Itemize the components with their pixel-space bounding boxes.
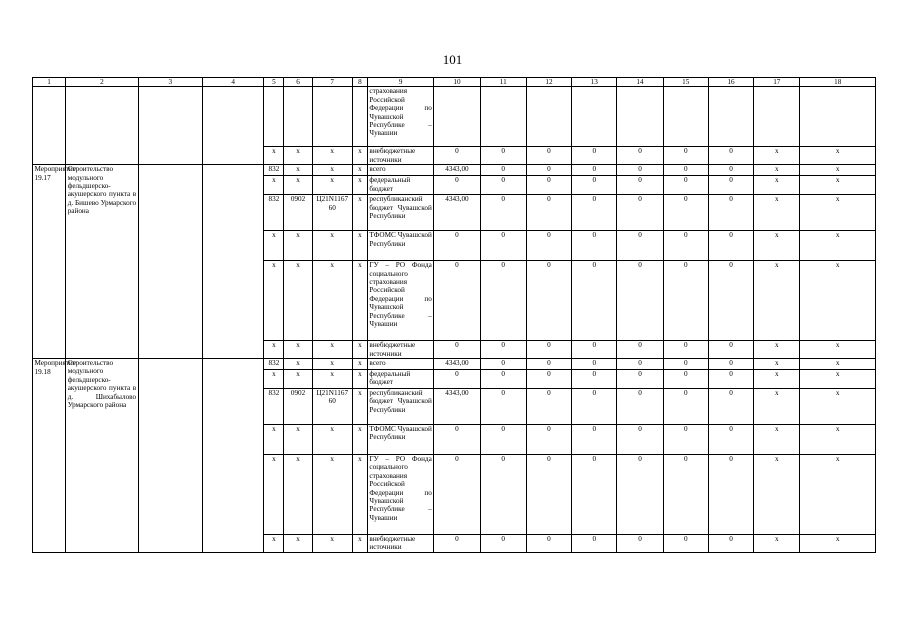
value-cell: 0 bbox=[526, 165, 571, 176]
value-cell: x bbox=[800, 535, 876, 553]
code-cell: x bbox=[312, 231, 352, 261]
value-cell: 0 bbox=[708, 147, 753, 165]
value-cell: 0 bbox=[708, 425, 753, 455]
value-cell: 0 bbox=[526, 359, 571, 370]
code-cell: x bbox=[312, 359, 352, 370]
code-cell: x bbox=[352, 195, 367, 231]
value-cell: x bbox=[800, 455, 876, 535]
value-cell: 0 bbox=[663, 341, 708, 359]
value-cell: 0 bbox=[617, 370, 663, 389]
empty-cell bbox=[708, 87, 753, 147]
value-cell: x bbox=[754, 535, 800, 553]
column-number: 15 bbox=[663, 78, 708, 87]
value-cell: 0 bbox=[572, 341, 617, 359]
measure-name: Строительство модульного фельдшерско-акушерского пункта в д. Шихабылово Урмарского района bbox=[66, 359, 138, 553]
value-cell: x bbox=[754, 370, 800, 389]
value-cell: 0 bbox=[663, 370, 708, 389]
measure-id: Мероприятие 19.17 bbox=[33, 165, 66, 359]
code-cell: 832 bbox=[264, 195, 284, 231]
funding-source: республиканский бюджет Чувашской Республики bbox=[367, 195, 433, 231]
funding-source: всего bbox=[367, 165, 433, 176]
code-cell: x bbox=[312, 370, 352, 389]
value-cell: 0 bbox=[663, 535, 708, 553]
code-cell: x bbox=[264, 261, 284, 341]
code-cell: x bbox=[352, 341, 367, 359]
value-cell: 0 bbox=[526, 176, 571, 195]
value-cell: 0 bbox=[708, 261, 753, 341]
funding-source: внебюджетные источники bbox=[367, 341, 433, 359]
column-numbers-row bbox=[33, 78, 876, 87]
code-cell: x bbox=[284, 535, 312, 553]
value-cell: x bbox=[800, 231, 876, 261]
funding-source: ТФОМС Чувашской Республики bbox=[367, 231, 433, 261]
column-number: 11 bbox=[480, 78, 526, 87]
value-cell: x bbox=[754, 261, 800, 341]
value-cell: 0 bbox=[617, 176, 663, 195]
value-cell: 4343,00 bbox=[434, 359, 480, 370]
value-cell: 0 bbox=[708, 359, 753, 370]
value-cell: 0 bbox=[480, 261, 526, 341]
value-cell: 0 bbox=[434, 370, 480, 389]
code-cell: Ц21N1167 60 bbox=[312, 195, 352, 231]
code-cell: x bbox=[352, 389, 367, 425]
column-number: 12 bbox=[526, 78, 571, 87]
empty-cell bbox=[480, 87, 526, 147]
value-cell: 0 bbox=[480, 389, 526, 425]
value-cell: 0 bbox=[572, 359, 617, 370]
code-cell: 0902 bbox=[284, 195, 312, 231]
value-cell: 0 bbox=[526, 195, 571, 231]
value-cell: 0 bbox=[480, 455, 526, 535]
column-number: 16 bbox=[708, 78, 753, 87]
value-cell: 0 bbox=[572, 261, 617, 341]
value-cell: 0 bbox=[663, 147, 708, 165]
code-cell: x bbox=[312, 147, 352, 165]
value-cell: 0 bbox=[434, 341, 480, 359]
value-cell: 0 bbox=[663, 359, 708, 370]
column-number: 9 bbox=[367, 78, 433, 87]
empty-cell bbox=[202, 359, 263, 553]
value-cell: x bbox=[800, 341, 876, 359]
empty-cell bbox=[138, 359, 202, 553]
value-cell: 0 bbox=[480, 425, 526, 455]
empty-cell bbox=[800, 87, 876, 147]
code-cell: x bbox=[352, 231, 367, 261]
code-cell: 832 bbox=[264, 165, 284, 176]
code-cell: x bbox=[312, 455, 352, 535]
value-cell: 0 bbox=[572, 176, 617, 195]
value-cell: 0 bbox=[526, 389, 571, 425]
page-number: 101 bbox=[442, 52, 463, 67]
measure-id: Мероприятие 19.18 bbox=[33, 359, 66, 553]
measure-row bbox=[33, 165, 876, 176]
value-cell: 0 bbox=[663, 165, 708, 176]
value-cell: 0 bbox=[708, 165, 753, 176]
funding-source: страхования Российской Федерации по Чувашской Республике – Чувашии bbox=[367, 87, 433, 147]
code-cell: x bbox=[264, 455, 284, 535]
value-cell: x bbox=[754, 359, 800, 370]
code-cell: x bbox=[284, 176, 312, 195]
value-cell: x bbox=[800, 261, 876, 341]
column-number: 1 bbox=[33, 78, 66, 87]
value-cell: 0 bbox=[708, 176, 753, 195]
value-cell: 0 bbox=[617, 231, 663, 261]
code-cell: x bbox=[264, 425, 284, 455]
value-cell: x bbox=[800, 176, 876, 195]
value-cell: x bbox=[800, 147, 876, 165]
funding-source: внебюджетные источники bbox=[367, 535, 433, 553]
empty-cell bbox=[202, 87, 263, 165]
empty-cell bbox=[617, 87, 663, 147]
empty-cell bbox=[754, 87, 800, 147]
value-cell: x bbox=[754, 147, 800, 165]
code-cell: x bbox=[352, 370, 367, 389]
code-cell: x bbox=[312, 341, 352, 359]
value-cell: 0 bbox=[434, 455, 480, 535]
value-cell: 0 bbox=[708, 341, 753, 359]
funding-source: федеральный бюджет bbox=[367, 370, 433, 389]
value-cell: 0 bbox=[572, 535, 617, 553]
code-cell: x bbox=[264, 341, 284, 359]
value-cell: x bbox=[754, 165, 800, 176]
value-cell: 0 bbox=[572, 231, 617, 261]
value-cell: 0 bbox=[617, 389, 663, 425]
value-cell: 0 bbox=[480, 165, 526, 176]
code-cell: x bbox=[284, 455, 312, 535]
value-cell: x bbox=[754, 389, 800, 425]
value-cell: x bbox=[800, 195, 876, 231]
code-cell: x bbox=[312, 165, 352, 176]
code-cell: x bbox=[284, 341, 312, 359]
value-cell: 0 bbox=[526, 231, 571, 261]
value-cell: 0 bbox=[480, 535, 526, 553]
code-cell: x bbox=[312, 425, 352, 455]
value-cell: 4343,00 bbox=[434, 389, 480, 425]
value-cell: 0 bbox=[526, 425, 571, 455]
funding-source: ГУ – РО Фонда социального страхования Российской Федерации по Чувашской Республике – Чувашии bbox=[367, 455, 433, 535]
value-cell: 0 bbox=[480, 176, 526, 195]
value-cell: 0 bbox=[663, 455, 708, 535]
value-cell: 0 bbox=[572, 195, 617, 231]
value-cell: 0 bbox=[480, 341, 526, 359]
funding-source: ГУ – РО Фонда социального страхования Российской Федерации по Чувашской Республике – Чувашии bbox=[367, 261, 433, 341]
empty-cell bbox=[138, 165, 202, 359]
value-cell: 0 bbox=[434, 231, 480, 261]
value-cell: x bbox=[754, 341, 800, 359]
value-cell: 0 bbox=[480, 195, 526, 231]
value-cell: 0 bbox=[572, 370, 617, 389]
code-cell: x bbox=[352, 147, 367, 165]
value-cell: x bbox=[800, 370, 876, 389]
value-cell: 0 bbox=[663, 261, 708, 341]
code-cell: x bbox=[352, 359, 367, 370]
value-cell: x bbox=[754, 195, 800, 231]
value-cell: 0 bbox=[708, 455, 753, 535]
value-cell: 0 bbox=[480, 370, 526, 389]
value-cell: 0 bbox=[480, 359, 526, 370]
code-cell: x bbox=[264, 535, 284, 553]
value-cell: 0 bbox=[617, 359, 663, 370]
code-cell: x bbox=[352, 261, 367, 341]
code-cell: Ц21N1167 60 bbox=[312, 389, 352, 425]
code-cell: x bbox=[284, 359, 312, 370]
code-cell: x bbox=[352, 455, 367, 535]
value-cell: 0 bbox=[480, 231, 526, 261]
value-cell: x bbox=[800, 425, 876, 455]
measure-name: Строительство модульного фельдшерско-акушерского пункта в д. Бишево Урмарского района bbox=[66, 165, 138, 359]
value-cell: 0 bbox=[434, 425, 480, 455]
funding-source: всего bbox=[367, 359, 433, 370]
value-cell: 0 bbox=[526, 261, 571, 341]
value-cell: x bbox=[800, 359, 876, 370]
value-cell: 0 bbox=[572, 147, 617, 165]
value-cell: 0 bbox=[708, 370, 753, 389]
empty-cell bbox=[66, 87, 138, 165]
value-cell: 0 bbox=[617, 147, 663, 165]
value-cell: 0 bbox=[708, 231, 753, 261]
column-number: 10 bbox=[434, 78, 480, 87]
empty-cell bbox=[138, 87, 202, 165]
value-cell: 0 bbox=[434, 535, 480, 553]
value-cell: x bbox=[754, 425, 800, 455]
measure-row bbox=[33, 359, 876, 370]
value-cell: 0 bbox=[663, 389, 708, 425]
column-number: 13 bbox=[572, 78, 617, 87]
column-number: 7 bbox=[312, 78, 352, 87]
column-number: 3 bbox=[138, 78, 202, 87]
value-cell: 0 bbox=[434, 147, 480, 165]
code-cell: x bbox=[352, 165, 367, 176]
code-cell: x bbox=[352, 535, 367, 553]
column-number: 5 bbox=[264, 78, 284, 87]
continuation-row bbox=[33, 87, 876, 147]
column-number: 8 bbox=[352, 78, 367, 87]
funding-source: внебюджетные источники bbox=[367, 147, 433, 165]
value-cell: 0 bbox=[663, 425, 708, 455]
value-cell: 0 bbox=[708, 195, 753, 231]
value-cell: 0 bbox=[663, 176, 708, 195]
value-cell: 0 bbox=[663, 231, 708, 261]
value-cell: 0 bbox=[572, 455, 617, 535]
empty-cell bbox=[264, 87, 284, 147]
value-cell: 0 bbox=[708, 389, 753, 425]
code-cell: x bbox=[284, 425, 312, 455]
value-cell: 0 bbox=[708, 535, 753, 553]
empty-cell bbox=[33, 87, 66, 165]
value-cell: x bbox=[754, 455, 800, 535]
value-cell: x bbox=[800, 165, 876, 176]
value-cell: 0 bbox=[572, 389, 617, 425]
value-cell: 0 bbox=[526, 147, 571, 165]
code-cell: x bbox=[352, 425, 367, 455]
value-cell: 4343,00 bbox=[434, 195, 480, 231]
funding-source: ТФОМС Чувашской Республики bbox=[367, 425, 433, 455]
value-cell: 0 bbox=[617, 341, 663, 359]
code-cell: x bbox=[352, 176, 367, 195]
value-cell: 0 bbox=[526, 341, 571, 359]
code-cell: 832 bbox=[264, 389, 284, 425]
code-cell: 832 bbox=[264, 359, 284, 370]
code-cell: 0902 bbox=[284, 389, 312, 425]
column-number: 18 bbox=[800, 78, 876, 87]
code-cell: x bbox=[312, 535, 352, 553]
value-cell: 0 bbox=[617, 165, 663, 176]
value-cell: 4343,00 bbox=[434, 165, 480, 176]
empty-cell bbox=[352, 87, 367, 147]
code-cell: x bbox=[312, 261, 352, 341]
value-cell: 0 bbox=[480, 147, 526, 165]
value-cell: 0 bbox=[526, 370, 571, 389]
value-cell: 0 bbox=[617, 195, 663, 231]
code-cell: x bbox=[284, 165, 312, 176]
empty-cell bbox=[284, 87, 312, 147]
empty-cell bbox=[434, 87, 480, 147]
value-cell: 0 bbox=[663, 195, 708, 231]
empty-cell bbox=[526, 87, 571, 147]
value-cell: 0 bbox=[526, 535, 571, 553]
funding-source: федеральный бюджет bbox=[367, 176, 433, 195]
empty-cell bbox=[312, 87, 352, 147]
value-cell: 0 bbox=[617, 425, 663, 455]
column-number: 4 bbox=[202, 78, 263, 87]
budget-table bbox=[32, 77, 876, 553]
value-cell: 0 bbox=[572, 165, 617, 176]
value-cell: 0 bbox=[434, 261, 480, 341]
code-cell: x bbox=[264, 231, 284, 261]
column-number: 2 bbox=[66, 78, 138, 87]
column-number: 14 bbox=[617, 78, 663, 87]
code-cell: x bbox=[264, 176, 284, 195]
code-cell: x bbox=[284, 231, 312, 261]
code-cell: x bbox=[284, 261, 312, 341]
empty-cell bbox=[663, 87, 708, 147]
column-number: 17 bbox=[754, 78, 800, 87]
column-number: 6 bbox=[284, 78, 312, 87]
code-cell: x bbox=[284, 370, 312, 389]
value-cell: 0 bbox=[434, 176, 480, 195]
code-cell: x bbox=[264, 147, 284, 165]
empty-cell bbox=[572, 87, 617, 147]
funding-source: республиканский бюджет Чувашской Республики bbox=[367, 389, 433, 425]
empty-cell bbox=[202, 165, 263, 359]
value-cell: 0 bbox=[572, 425, 617, 455]
value-cell: x bbox=[800, 389, 876, 425]
value-cell: 0 bbox=[617, 261, 663, 341]
value-cell: x bbox=[754, 176, 800, 195]
code-cell: x bbox=[312, 176, 352, 195]
code-cell: x bbox=[264, 370, 284, 389]
value-cell: 0 bbox=[617, 455, 663, 535]
value-cell: 0 bbox=[526, 455, 571, 535]
value-cell: 0 bbox=[617, 535, 663, 553]
code-cell: x bbox=[284, 147, 312, 165]
value-cell: x bbox=[754, 231, 800, 261]
